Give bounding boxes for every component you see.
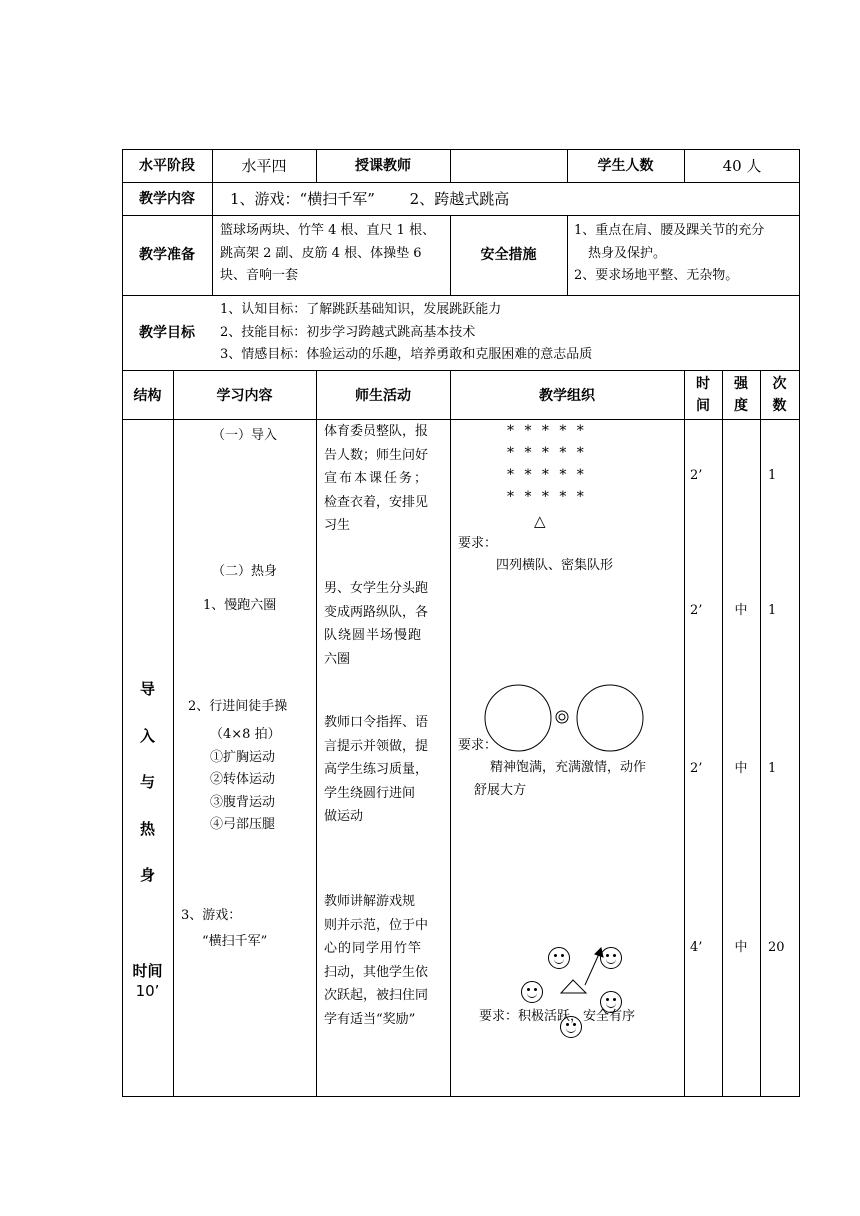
formation-row-1: * * * * * (507, 423, 587, 439)
row2-time: 2’ (690, 603, 703, 618)
game-diagram-marks (550, 940, 630, 1000)
req2-text-2: 舒展大方 (474, 783, 527, 798)
goals-text: 1、认知目标：了解跳跃基础知识，发展跳跃能力 2、技能目标：初步学习跨越式跳高基本技术 3、情感目标：体验运动的乐趣，培养勇敢和克服困难的意志品质 (220, 302, 593, 362)
formation-row-3: * * * * * (507, 467, 587, 483)
content-label: 教学内容 (139, 191, 195, 207)
section-time: 时间 10’ (132, 962, 163, 1000)
row4-count: 20 (768, 940, 785, 955)
formation-row-4: * * * * * (507, 489, 587, 505)
col-activity: 师生活动 (355, 388, 411, 404)
col-structure: 结构 (133, 388, 162, 404)
prep-label: 教学准备 (139, 247, 195, 263)
col-count: 次 数 (772, 376, 787, 414)
row3-content-title: 2、行进间徒手操 (188, 699, 288, 714)
row4-activity: 教师讲解游戏规 则并示范，位于中 心的同学用竹竿 扫动，其他学生依 次跃起，被扫住同 学有适当“奖励” (324, 894, 429, 1027)
col-intensity: 强 度 (734, 376, 748, 414)
students-value: 40 人 (722, 157, 762, 175)
row3-intensity: 中 (734, 761, 748, 776)
row1-content: （一）导入 (212, 428, 278, 443)
row2-intensity: 中 (734, 603, 748, 618)
row1-time: 2’ (690, 468, 703, 483)
req3-text: 要求：积极活跃，安全有序 (479, 1009, 636, 1024)
row4-intensity: 中 (734, 940, 748, 955)
safety-text: 1、重点在肩、腰及踝关节的充分 热身及保护。 2、要求场地平整、无杂物。 (574, 223, 765, 283)
level-value: 水平四 (241, 157, 287, 175)
row2-count: 1 (768, 603, 777, 618)
row2-activity: 男、女学生分头跑 变成两路纵队，各 队绕圆半场慢跑 六圈 (324, 581, 429, 667)
prep-text: 篮球场两块、竹竿 4 根、直尺 1 根、 跳高架 2 副、皮筋 4 根、体操垫 6 块、音响一套 (220, 223, 436, 283)
row3-time: 2’ (690, 761, 703, 776)
right-circle (577, 685, 643, 751)
smiley-face-icon (521, 981, 543, 1003)
req2-label: 要求： (458, 738, 498, 753)
col-content: 学习内容 (216, 388, 273, 404)
row4-content-item: “横扫千军” (202, 934, 268, 949)
center-triangle-icon (561, 980, 586, 993)
teacher-triangle-icon: △ (534, 512, 546, 530)
row4-content-title: 3、游戏： (181, 908, 242, 923)
sweep-arrow-icon (585, 954, 599, 985)
level-label: 水平阶段 (139, 158, 195, 174)
row1-activity: 体育委员整队，报 告人数；师生问好 宣布本课任务； 检查衣着，安排见 习生 (324, 424, 430, 533)
row2-content-title: （二）热身 (212, 564, 278, 579)
req2-text-1: 精神饱满，充满激情，动作 (490, 760, 647, 775)
students-label: 学生人数 (597, 158, 654, 174)
goals-label: 教学目标 (139, 325, 195, 341)
row3-content-items: （4×8 拍） ①扩胸运动 ②转体运动 ③腹背运动 ④弓部压腿 (210, 727, 281, 832)
row4-time: 4’ (690, 940, 703, 955)
teacher-label: 授课教师 (355, 158, 411, 174)
req1-label: 要求： (458, 536, 498, 551)
col-organization: 教学组织 (539, 388, 595, 404)
center-target-icon (556, 711, 568, 723)
formation-row-2: * * * * * (507, 445, 587, 461)
col-time: 时 间 (696, 376, 710, 414)
section-name: 导 入 与 热 身 (139, 680, 155, 884)
req1-text: 四列横队、密集队形 (496, 558, 614, 573)
safety-label: 安全措施 (480, 247, 537, 263)
row1-count: 1 (768, 468, 777, 483)
row3-activity: 教师口令指挥、语 言提示并领做，提 高学生练习质量， 学生绕圆行进间 做运动 (324, 715, 429, 824)
content-value: 1、游戏：“横扫千军” 2、跨越式跳高 (230, 190, 510, 208)
row3-count: 1 (768, 761, 777, 776)
row2-content-item: 1、慢跑六圈 (203, 598, 277, 613)
